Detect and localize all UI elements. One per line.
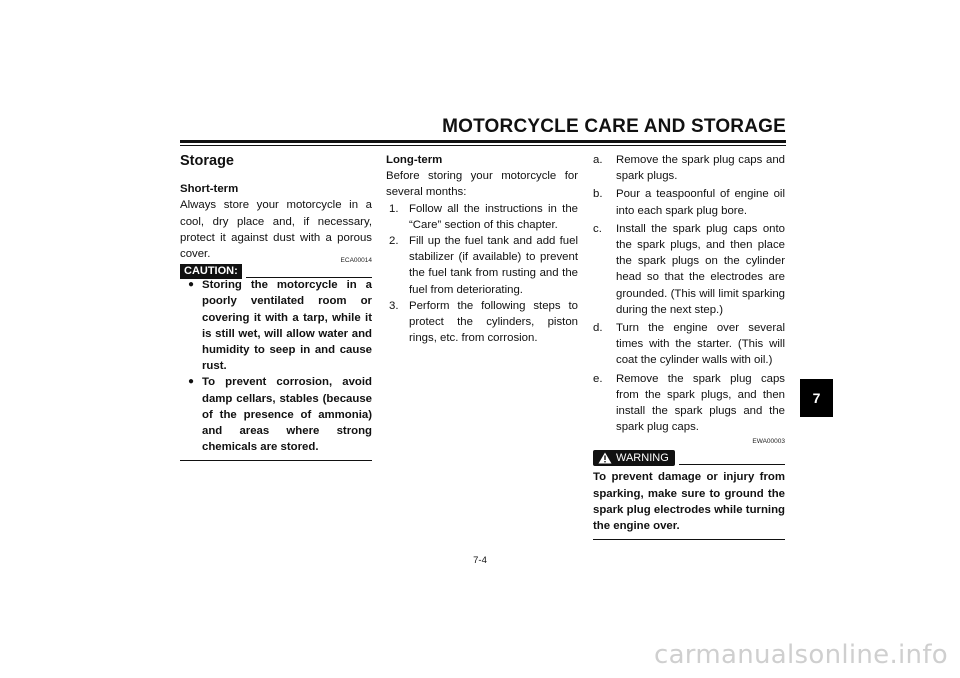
chapter-tab[interactable]: 7 [800,379,833,417]
watermark: carmanualsonline.info [653,640,948,670]
warning-header [593,450,785,466]
warning-triangle-icon [598,452,612,464]
column-2 [386,152,578,346]
warning-code: EWA00003 [752,438,785,446]
warning-bottom-rule [593,539,785,540]
column-1 [180,152,372,461]
list-item: 2. Fill up the fuel tank and add fuel stabilizer (if available) to prevent the fuel tank from rusting and the fuel from deteriorating. [389,235,578,296]
column-3 [593,152,785,540]
page-number: 7-4 [473,555,487,566]
page-header-title: MOTORCYCLE CARE AND STORAGE [442,116,786,137]
short-term-heading: Short-term [180,183,239,196]
warning-label-text: WARNING [616,452,669,465]
long-term-steps [386,201,578,347]
caution-bottom-rule [180,460,372,461]
bullet-icon: ● [188,279,195,291]
warning-text: To prevent damage or injury from sparking, make sure to ground the spark plug electrodes while turning the engine over. [593,471,785,533]
list-item: d. Turn the engine over several times with the starter. (This will coat the cylinder walls with oil.) [593,322,785,367]
warning-rule [679,464,785,465]
caution-list [180,277,372,455]
warning-label [593,450,675,466]
list-item: 1. Follow all the instructions in the “Care” section of this chapter. [389,202,578,231]
section-title: Storage [180,153,234,169]
list-item: a. Remove the spark plug caps and spark plugs. [593,154,785,183]
header-rule-thin [180,145,786,146]
long-term-substeps [593,152,785,435]
caution-code: ECA00014 [340,257,372,265]
caution-item: ● Storing the motorcycle in a poorly ventilated room or covering it with a tarp, while it is still wet, will allow water and humidity to seep in and cause rust. [188,279,372,373]
long-term-body: Before storing your motorcycle for several months: [386,170,578,199]
caution-item: ● To prevent corrosion, avoid damp cellars, stables (because of the presence of ammonia) and areas where strong chemicals are stored. [188,376,372,454]
caution-label: CAUTION: [180,264,242,279]
list-item: b. Pour a teaspoonful of engine oil into each spark plug bore. [593,188,785,217]
list-item: c. Install the spark plug caps onto the spark plugs, and then place the spark plugs on the cylinder head so that the electrodes are grounded. (This will limit sparking during the next step.) [593,222,785,316]
short-term-body: Always store your motorcycle in a cool, dry place and, if necessary, protect it against dust with a porous cover. [180,199,372,261]
list-item: e. Remove the spark plug caps from the spark plugs, and then install the spark plugs and the spark plug caps. [593,372,785,434]
long-term-heading: Long-term [386,154,443,166]
header-rule [180,140,786,143]
list-item: 3. Perform the following steps to protect the cylinders, piston rings, etc. from corrosion. [389,299,578,345]
bullet-icon: ● [188,376,195,388]
